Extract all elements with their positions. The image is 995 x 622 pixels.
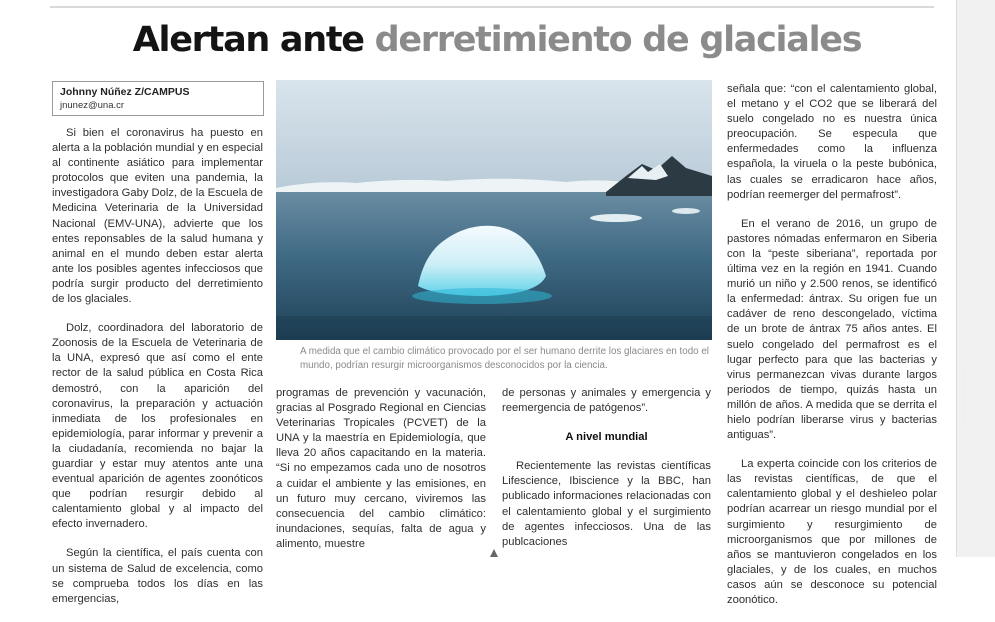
top-rule [50, 6, 934, 8]
col3-lead: de personas y animales y emergencia y reemergencia de patógenos”. [502, 387, 711, 415]
column-2 [276, 386, 486, 566]
col4-paragraph-1: señala que: “con el calentamiento global, el metano y el CO2 que se liberará del suelo congelado no es nuestra única preocupación. Se especula que enfermedades como la influenza española, la viruela o la peste bubónica, las cuales se erradicaron hace años, podrían reemerger del permafrost”. [727, 83, 937, 201]
col4-paragraph-3: La experta coincide con los criterios de las revistas científicas, de que el calentamiento global y el deshieleo polar podrían acarrear un riesgo mundial por el surgimiento y resurgimiento de microorganismos que por millones de años se mantuvieron congelados en los glaciales, y de los cuales, en muchos casos aún se desconoce su potencial zoonótico. [727, 458, 937, 606]
col3-paragraph: Recientemente las revistas científicas Lifescience, Ibiscience y la BBC, han publicado informaciones relacionadas con el calentamiento global y el surgimiento de agentes infecciosos. Una de las publcaciones [502, 460, 711, 548]
headline-dark: Alertan ante [132, 20, 364, 60]
col1-paragraph-2: Dolz, coordinadora del laboratorio de Zoonosis de la Escuela de Veterinaria de la UNA, expresó que así como el ente rector de la salud pública en Costa Rica demostró, con la aparición del coronavirus, la preparación y actuación inmediata de los profesionales en epidemiología, parar informar y prevenir a la ciudadanía, recomienda no bajar la guardiar y estar muy atentos ante una eventual aparición de agentes zoonóticos que podrían resurgir debido al calentamiento global y al impacto del efecto invernadero. [52, 322, 263, 531]
byline-box [52, 81, 264, 116]
headline [0, 16, 994, 64]
photo-credit: foto: Myrna Patterson [960, 365, 966, 423]
col1-paragraph-1: Si bien el coronavirus ha puesto en alerta a la población mundial y en especial al continente asiático para implementar protocolos que eviten una pandemia, la investigadora Gaby Dolz, de la Escuela de Medicina Veterinaria de la Universidad Nacional (EMV-UNA), advierte que los entes reponsables de la salud humana y animal en el mundo deben estar alerta ante los posibles agentes infecciosos que podría surgir producto del derretimiento de los glaciales. [52, 127, 263, 306]
glacier-image [276, 80, 712, 340]
byline-name: Johnny Núñez Z/CAMPUS [60, 86, 190, 98]
column-1 [52, 126, 263, 621]
col4-paragraph-2: En el verano de 2016, un grupo de pastores nómadas enfermaron en Siberia con la “peste siberiana”, reportada por última vez en la región en 1941. Cuando murió un niño y 2.500 renos, se identificó la enfermedad: ántrax. Su origen fue un cadáver de reno descongelado, víctima de un brote de ántrax 75 años antes. El suelo congelado del permafrost es el lugar perfecto para que las bacterias y virus permanezcan vivas durante largos periodos de tiempo, quizás hasta un millón de años. A medida que se derrita el hielo podrían liberarse virus y bacterias antiguas”. [727, 217, 937, 442]
subhead-a-nivel-mundial: A nivel mundial [565, 431, 648, 444]
column-3 [502, 386, 711, 564]
viewer-right-margin [956, 0, 995, 557]
col1-paragraph-3: Según la científica, el país cuenta con un sistema de Salud de excelencia, como se comprueba todos los días en las emergencias, [52, 547, 263, 605]
mouse-cursor-icon [490, 549, 498, 557]
column-4 [727, 82, 937, 622]
col2-paragraph: programas de prevención y vacunación, gracias al Posgrado Regional en Ciencias Veterinarias Tropicales (PCVET) de la UNA y la maestría en Epidemiología, que lleva 20 años capacitando en la materia. “Si no empezamos cada uno de nosotros a cuidar el ambiente y las emisiones, en un futuro muy cercano, viviremos las consecuencia del cambio climático: inundaciones, sequías, falta de agua y alimento, muestre [276, 387, 486, 550]
headline-light: derretimiento de glaciales [374, 20, 862, 60]
byline-email: jnunez@una.cr [60, 100, 125, 111]
photo-caption: A medida que el cambio climático provocado por el ser humano derrite los glaciares en todo el mundo, podrían resurgir microorganismos desconocidos por la ciencia. [300, 346, 709, 371]
